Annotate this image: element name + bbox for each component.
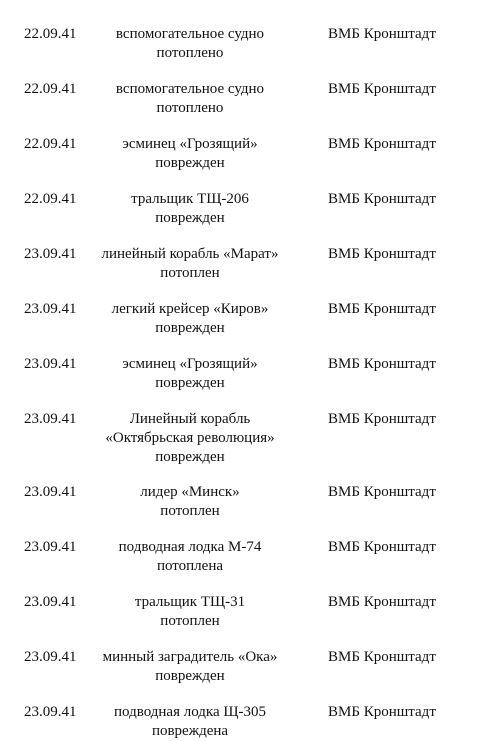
row-place: ВМБ Кронштадт <box>328 411 436 427</box>
row-event-line: поврежден <box>155 210 225 226</box>
row-event <box>95 593 285 631</box>
row-event-line: потоплено <box>156 100 224 116</box>
row-place: ВМБ Кронштадт <box>328 539 436 555</box>
row-date: 23.09.41 <box>24 246 77 262</box>
row-event-line: эсминец «Грозящий» <box>122 356 258 372</box>
row-event-line: потоплена <box>156 558 224 574</box>
row-place: ВМБ Кронштадт <box>328 191 436 207</box>
row-event-line: легкий крейсер «Киров» <box>111 301 269 317</box>
row-date: 22.09.41 <box>24 81 77 97</box>
row-event-line: минный заградитель «Ока» <box>102 649 278 665</box>
row-date: 23.09.41 <box>24 411 77 427</box>
row-event-line: повреждена <box>151 723 229 739</box>
row-place: ВМБ Кронштадт <box>328 649 436 665</box>
row-event-line: поврежден <box>155 155 225 171</box>
row-event <box>95 410 285 467</box>
row-event <box>95 483 285 521</box>
row-date: 23.09.41 <box>24 301 77 317</box>
row-place: ВМБ Кронштадт <box>328 136 436 152</box>
row-event-line: потоплен <box>160 503 220 519</box>
row-place: ВМБ Кронштадт <box>328 246 436 262</box>
row-date: 23.09.41 <box>24 594 77 610</box>
row-date: 23.09.41 <box>24 356 77 372</box>
row-event <box>95 703 285 741</box>
row-event <box>95 25 285 63</box>
row-date: 22.09.41 <box>24 26 77 42</box>
row-event-line: поврежден <box>155 668 225 684</box>
row-event <box>95 355 285 393</box>
row-date: 23.09.41 <box>24 539 77 555</box>
row-event-line: потоплен <box>160 265 220 281</box>
row-event-line: «Октябрьская революция» <box>105 430 275 446</box>
row-place: ВМБ Кронштадт <box>328 81 436 97</box>
row-place: ВМБ Кронштадт <box>328 594 436 610</box>
row-event-line: поврежден <box>155 375 225 391</box>
row-event <box>95 80 285 118</box>
row-place: ВМБ Кронштадт <box>328 356 436 372</box>
row-date: 22.09.41 <box>24 136 77 152</box>
row-event-line: поврежден <box>155 320 225 336</box>
row-event-line: эсминец «Грозящий» <box>122 136 258 152</box>
row-event <box>95 190 285 228</box>
row-event-line: потоплен <box>160 613 220 629</box>
row-event-line: потоплено <box>156 45 224 61</box>
row-event-line: Линейный корабль <box>129 411 251 427</box>
row-date: 23.09.41 <box>24 649 77 665</box>
row-place: ВМБ Кронштадт <box>328 26 436 42</box>
row-event <box>95 538 285 576</box>
row-event-line: вспомогательное судно <box>115 26 265 42</box>
row-place: ВМБ Кронштадт <box>328 484 436 500</box>
row-event <box>95 135 285 173</box>
row-event-line: поврежден <box>155 449 225 465</box>
row-event <box>95 245 285 283</box>
row-event-line: линейный корабль «Марат» <box>101 246 279 262</box>
row-event-line: подводная лодка Щ-305 <box>113 704 267 720</box>
row-event-line: тральщик ТЩ-206 <box>131 191 249 207</box>
row-place: ВМБ Кронштадт <box>328 704 436 720</box>
row-place: ВМБ Кронштадт <box>328 301 436 317</box>
row-event-line: вспомогательное судно <box>115 81 265 97</box>
row-date: 22.09.41 <box>24 191 77 207</box>
row-date: 23.09.41 <box>24 704 77 720</box>
row-event-line: лидер «Минск» <box>140 484 240 500</box>
row-event <box>95 648 285 686</box>
row-event <box>95 300 285 338</box>
row-date: 23.09.41 <box>24 484 77 500</box>
row-event-line: подводная лодка М-74 <box>118 539 262 555</box>
row-event-line: тральщик ТЩ-31 <box>134 594 246 610</box>
